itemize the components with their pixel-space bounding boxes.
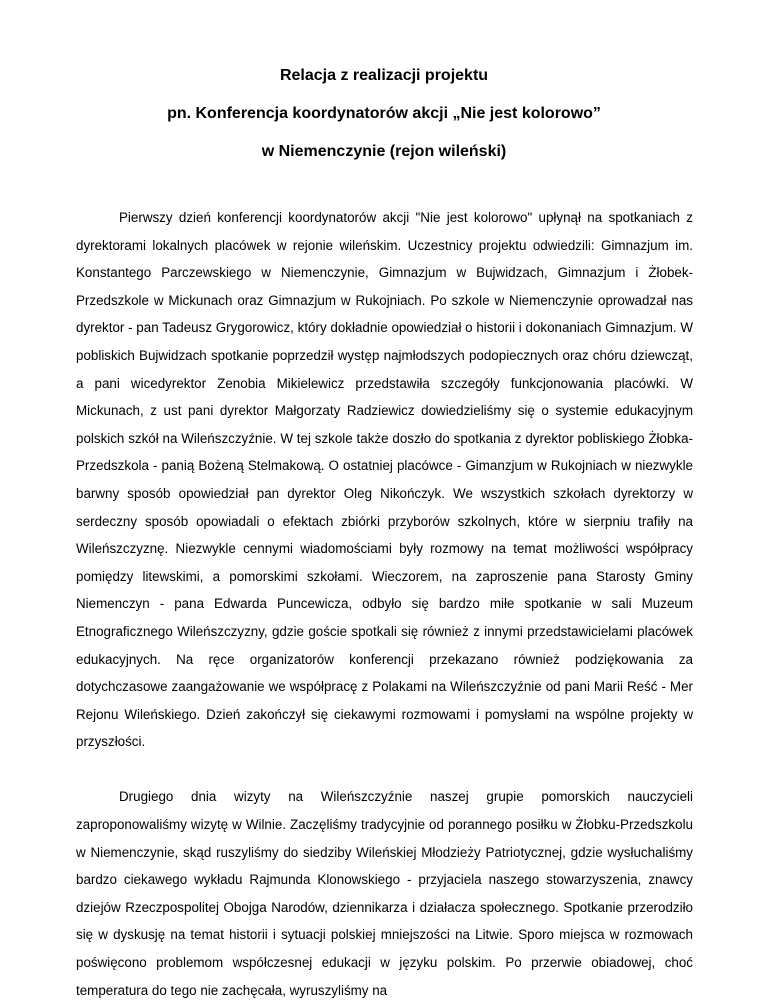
title-line-1: Relacja z realizacji projektu (279, 67, 489, 84)
paragraph-day-two: Drugiego dnia wizyty na Wileńszczyźnie naszej grupie pomorskich nauczycieli zaproponowaliśmy wizytę w Wilnie. Zaczęliśmy tradycyjnie od porannego posiłku w Żłobku-Przedszkolu w Niemenczynie, skąd ruszyliśmy do siedziby Wileńskiej Młodzieży Patriotycznej, gdzie wysłuchaliśmy bardzo ciekawego wykładu Rajmunda Klonowskiego - przyjaciela naszego stowarzyszenia, znawcy dziejów Rzeczpospolitej Obojga Narodów, dziennikarza i działacza społecznego. Spotkanie przerodziło się w dyskusję na temat historii i sytuacji polskiej mniejszości na Litwie. Sporo miejsca w rozmowach poświęcono problemom współczesnej edukacji w języku polskim. Po przerwie obiadowej, choć temperatura do tego nie zachęcała, wyruszyliśmy na (76, 789, 693, 998)
document-title (76, 66, 692, 180)
paragraph-day-one: Pierwszy dzień konferencji koordynatorów akcji "Nie jest kolorowo" upłynął na spotkaniach z dyrektorami lokalnych placówek w rejonie wileńskim. Uczestnicy projektu odwiedzili: Gimnazjum im. Konstantego Parczewskiego w Niemenczynie, Gimnazjum w Bujwidzach, Gimnazjum i Żłobek-Przedszkole w Mickunach oraz Gimnazjum w Rukojniach. Po szkole w Niemenczynie oprowadzał nas dyrektor - pan Tadeusz Grygorowicz, który dokładnie opowiedział o historii i dokonaniach Gimnazjum. W pobliskich Bujwidzach spotkanie poprzedził występ najmłodszych podopiecznych oraz chóru dziewcząt, a pani wicedyrektor Zenobia Mikielewicz przedstawiła szczegóły funkcjonowania placówki. W Mickunach, z ust pani dyrektor Małgorzaty Radziewicz dowiedzieliśmy się o systemie edukacyjnym polskich szkół na Wileńszczyźnie. W tej szkole także doszło do spotkania z dyrektor pobliskiego Żłobka-Przedszkola - panią Bożeną Stelmakową. O ostatniej placówce - Gimanzjum w Rukojniach w niezwykle barwny sposób opowiedział pan dyrektor Oleg Nikończyk. We wszystkich szkołach dyrektorzy w serdeczny sposób opowiadali o efektach zbiórki przyborów szkolnych, które w sierpniu trafiły na Wileńszczyznę. Niezwykle cennymi wiadomościami były rozmowy na temat możliwości współpracy pomiędzy litewskimi, a pomorskimi szkołami. Wieczorem, na zaproszenie pana Starosty Gminy Niemenczyn - pana Edwarda Puncewicza, odbyło się bardzo miłe spotkanie w sali Muzeum Etnograficznego Wileńszczyzny, gdzie goście spotkali się również z innymi przedstawicielami placówek edukacyjnych. Na ręce organizatorów konferencji przekazano również podziękowania za dotychczasowe zaangażowanie we współpracę z Polakami na Wileńszczyźnie od pani Marii Reść - Mer Rejonu Wileńskiego. Dzień zakończył się ciekawymi rozmowami i pomysłami na wspólne projekty w przyszłości. (76, 210, 693, 750)
title-line-3: w Niemenczynie (rejon wileński) (261, 143, 507, 160)
document-body (76, 204, 693, 1004)
title-line-2: pn. Konferencja koordynatorów akcji „Nie jest kolorowo” (167, 105, 601, 122)
